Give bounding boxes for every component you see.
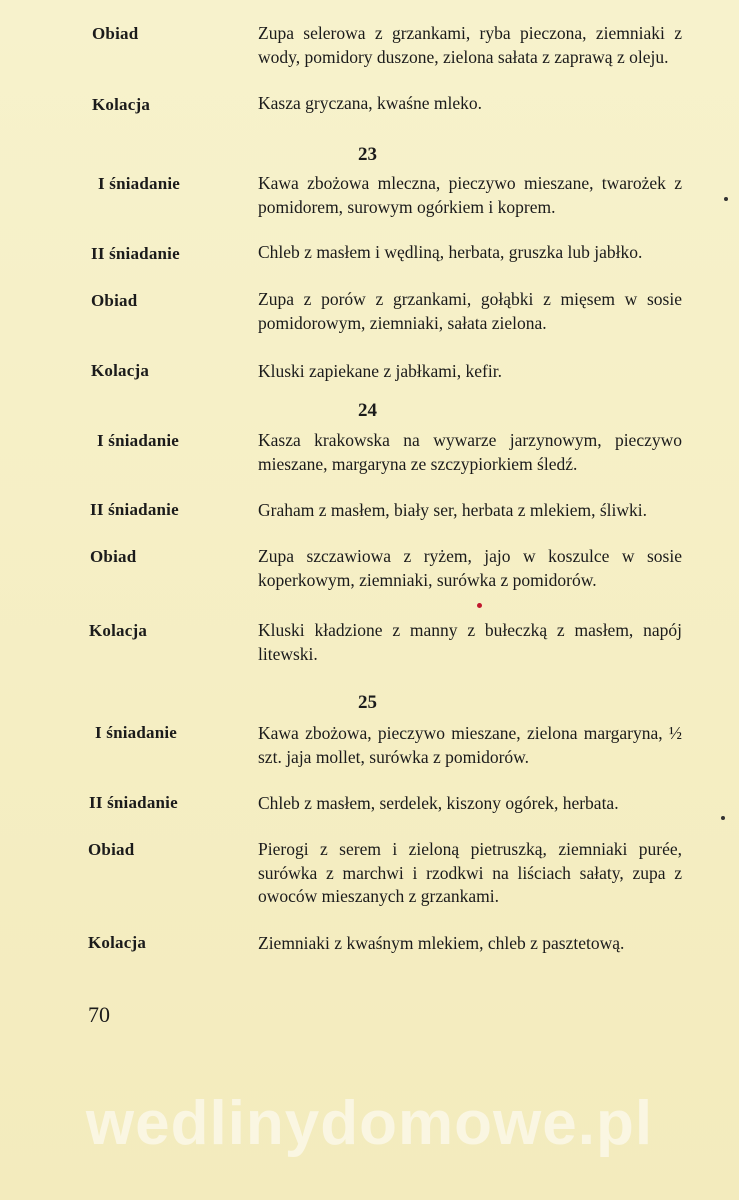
meal-label-kolacja: Kolacja xyxy=(89,621,148,640)
meal-text: Zupa selerowa z grzankami, ryba pieczona, ziemniaki z wody, pomidory duszone, zielona sałata z zaprawą z oleju. xyxy=(258,23,682,67)
meal-label-i-sniadanie: I śniadanie xyxy=(98,174,181,193)
meal-text: Pierogi z serem i zieloną pietruszką, ziemniaki purée, surówka z marchwi i rzodkwi na liściach sałaty, zupa z owoców mieszanych z grzankami. xyxy=(258,839,682,906)
day-number: 24 xyxy=(358,400,377,421)
meal-label-kolacja: Kolacja xyxy=(91,361,150,380)
meal-text: Kluski kładzione z manny z bułeczką z masłem, napój litewski. xyxy=(258,620,682,664)
meal-text: Kluski zapiekane z jabłkami, kefir. xyxy=(258,361,502,381)
meal-text: Graham z masłem, biały ser, herbata z mlekiem, śliwki. xyxy=(258,500,648,520)
meal-label-kolacja: Kolacja xyxy=(92,95,151,114)
meal-text: Zupa szczawiowa z ryżem, jajo w koszulce w sosie koperkowym, ziemniaki, surówka z pomidorów. xyxy=(258,546,682,590)
day-number: 25 xyxy=(358,692,377,713)
meal-label-obiad: Obiad xyxy=(88,840,135,859)
meal-text: Kawa zbożowa, pieczywo mieszane, zielona margaryna, ½ szt. jaja mollet, surówka z pomidorów. xyxy=(258,723,682,767)
meal-label-obiad: Obiad xyxy=(90,547,137,566)
meal-text: Chleb z masłem, serdelek, kiszony ogórek, herbata. xyxy=(258,793,619,813)
meal-text: Kasza krakowska na wywarze jarzynowym, pieczywo mieszane, margaryna ze szczypiorkiem śledź. xyxy=(258,430,682,474)
print-speck xyxy=(477,603,482,608)
page-number: 70 xyxy=(88,1002,110,1027)
meal-text: Kawa zbożowa mleczna, pieczywo mieszane, twarożek z pomidorem, surowym ogórkiem i koprem. xyxy=(258,173,682,217)
meal-label-ii-sniadanie: II śniadanie xyxy=(89,793,178,812)
meal-text: Chleb z masłem i wędliną, herbata, gruszka lub jabłko. xyxy=(258,242,643,262)
meal-label-ii-sniadanie: II śniadanie xyxy=(91,244,180,263)
meal-label-kolacja: Kolacja xyxy=(88,933,147,952)
meal-text: Ziemniaki z kwaśnym mlekiem, chleb z pasztetową. xyxy=(258,933,625,953)
meal-label-i-sniadanie: I śniadanie xyxy=(97,431,180,450)
meal-text: Kasza gryczana, kwaśne mleko. xyxy=(258,93,482,113)
watermark: wedlinydomowe.pl xyxy=(85,1089,654,1158)
meal-text: Zupa z porów z grzankami, gołąbki z mięsem w sosie pomidorowym, ziemniaki, sałata zielona. xyxy=(258,289,682,333)
print-speck xyxy=(721,816,725,820)
print-speck xyxy=(724,197,728,201)
meal-label-obiad: Obiad xyxy=(91,291,138,310)
meal-label-i-sniadanie: I śniadanie xyxy=(95,723,178,742)
day-number: 23 xyxy=(358,144,377,165)
meal-label-ii-sniadanie: II śniadanie xyxy=(90,500,179,519)
meal-label-obiad: Obiad xyxy=(92,24,139,43)
